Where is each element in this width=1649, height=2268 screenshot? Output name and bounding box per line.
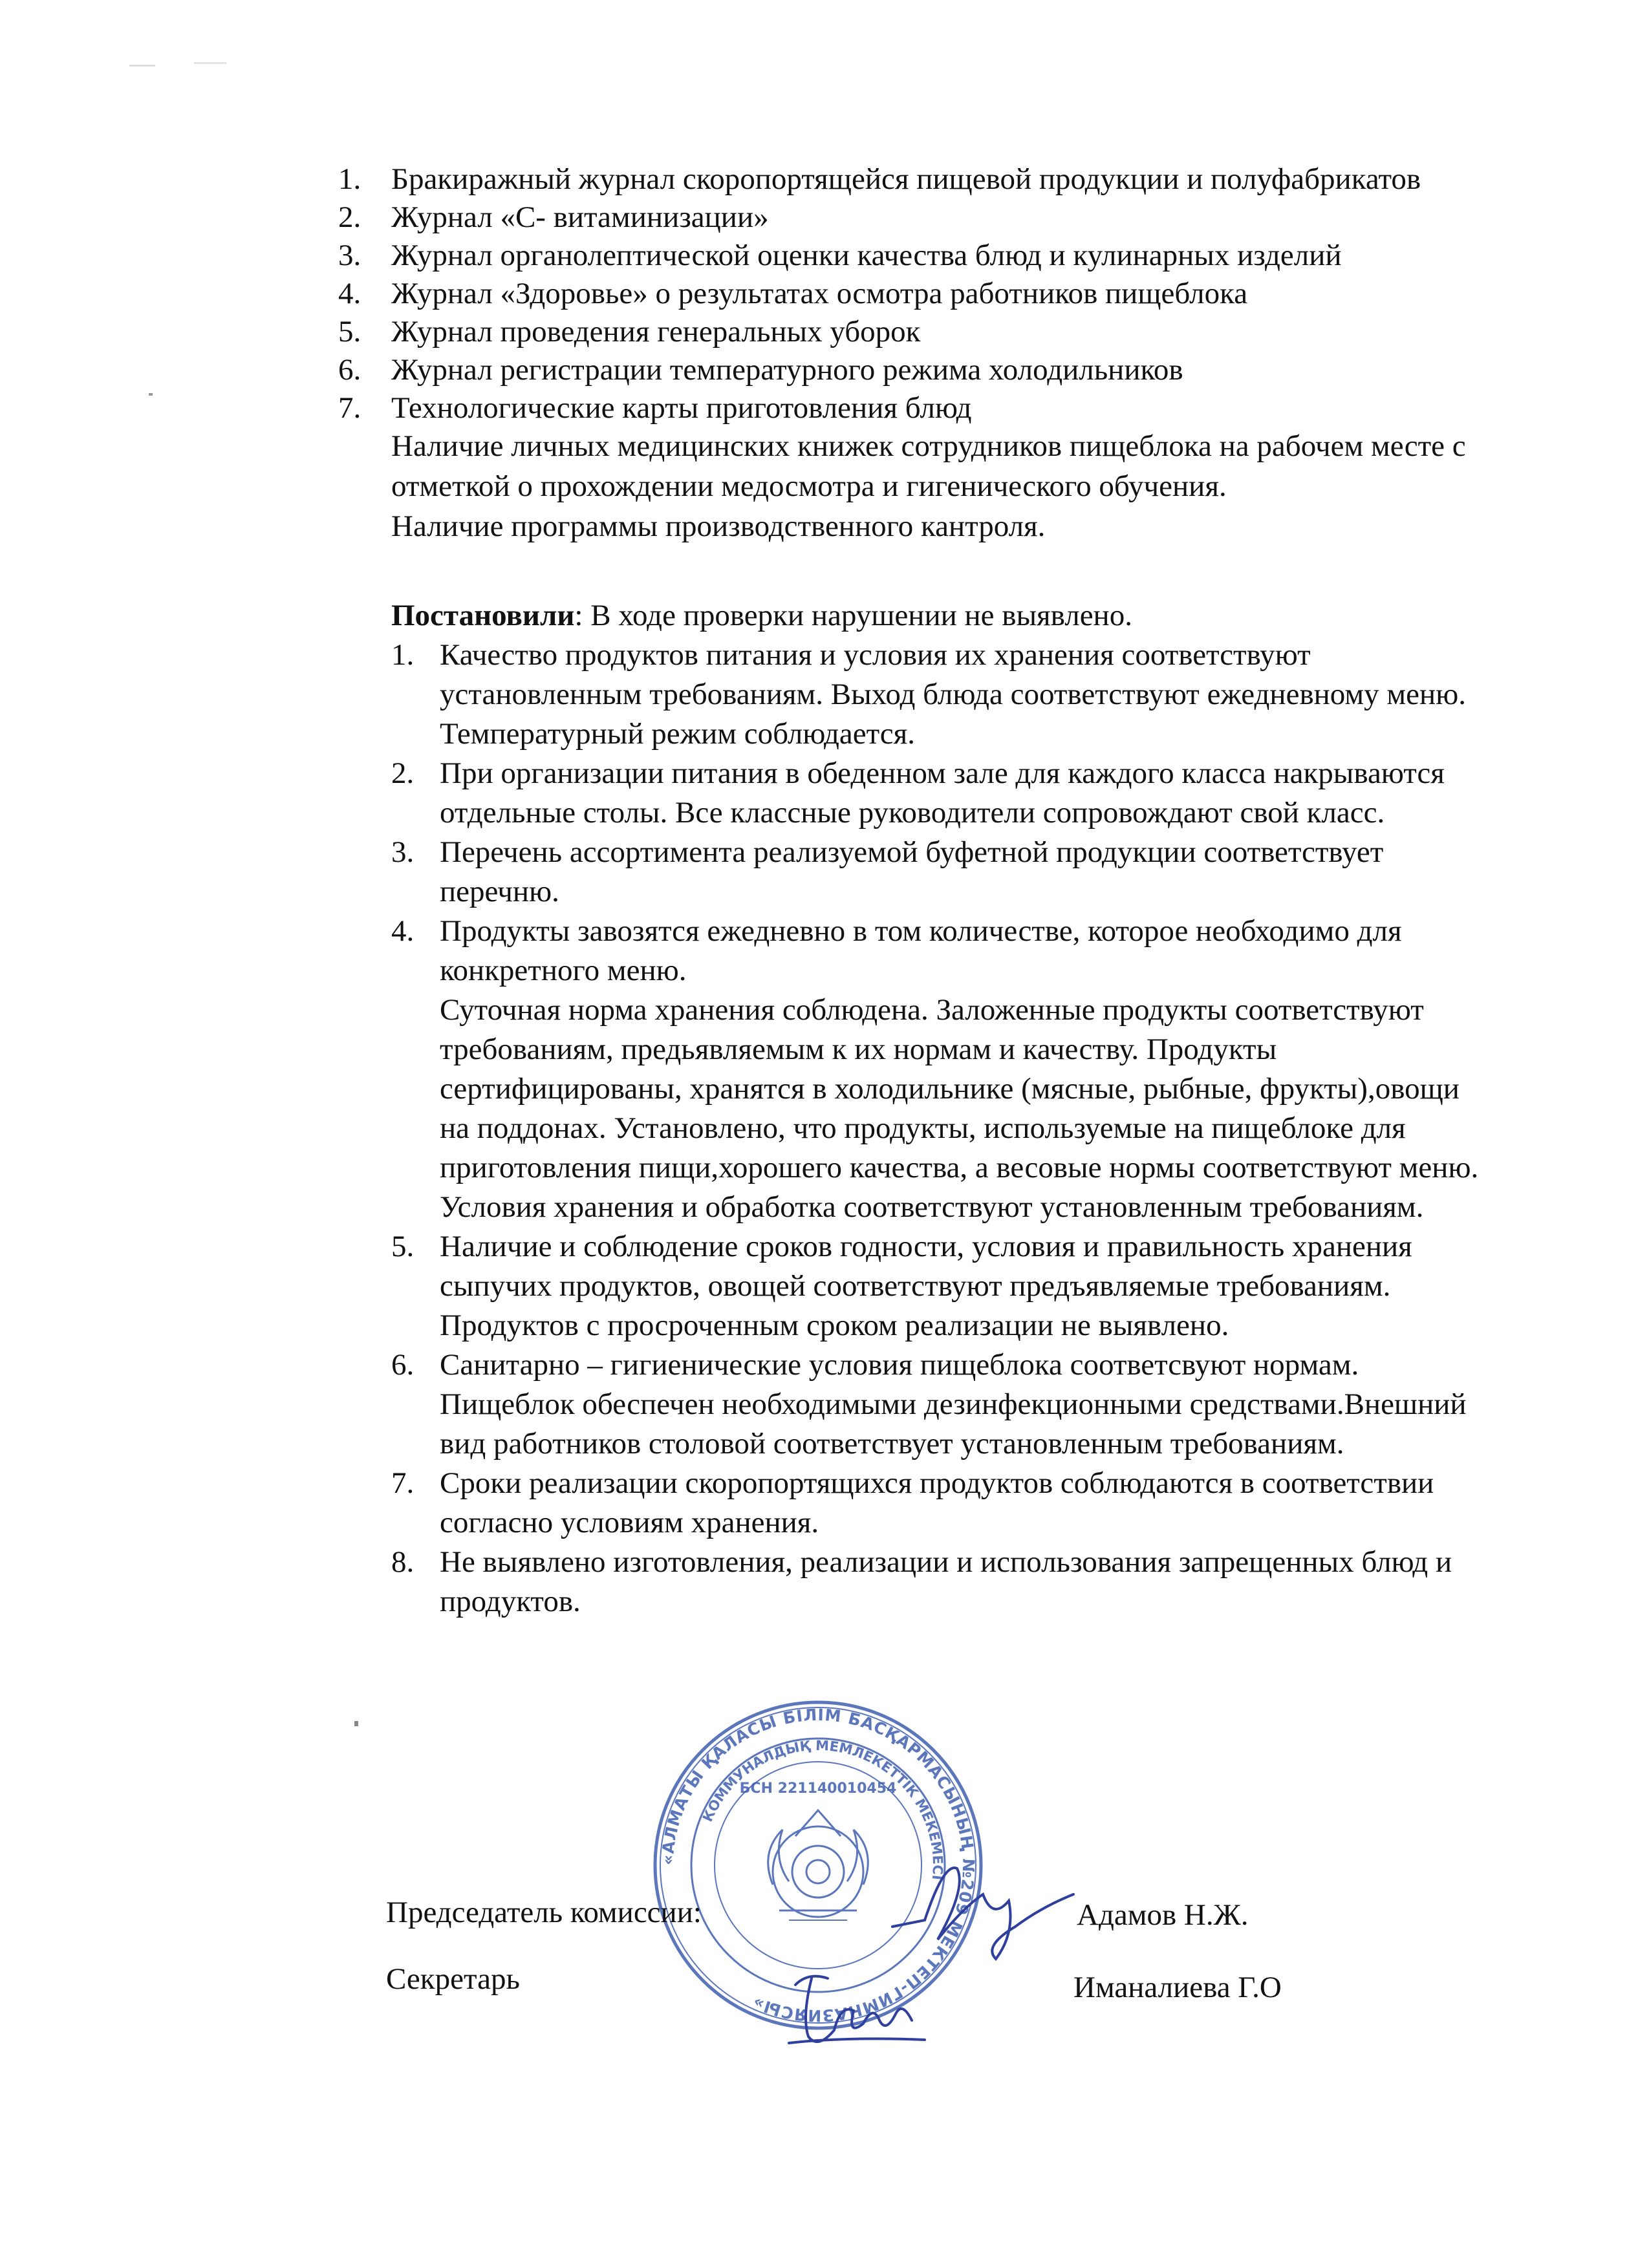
list-item-number: 3. xyxy=(338,239,361,272)
list-item-text: Условия хранения и обработка соответствуют установленным требованиям. xyxy=(440,1190,1424,1224)
scan-mark xyxy=(354,1721,358,1726)
list-item-text: продуктов. xyxy=(440,1585,581,1618)
resolution-label: Постановили xyxy=(391,599,575,632)
list-item-text: перечню. xyxy=(440,875,559,908)
scan-mark xyxy=(129,65,155,67)
list-item-text: установленным требованиям. Выход блюда соответствуют ежедневному меню. xyxy=(440,678,1467,711)
list-item-text: Перечень ассортимента реализуемой буфетной продукции соответствует xyxy=(440,835,1384,869)
list-item-text: отдельные столы. Все классные руководители сопровождают свой класс. xyxy=(440,796,1385,829)
stamp-bin-text: БСН 221140010454 xyxy=(739,1781,897,1797)
list-item-number: 4. xyxy=(391,914,415,948)
list-item-number: 3. xyxy=(391,835,415,869)
list-item-text: Санитарно – гигиенические условия пищеблока соответсвуют нормам. xyxy=(440,1348,1359,1382)
list-item-number: 5. xyxy=(391,1230,415,1263)
list-item-text: Продуктов с просроченным сроком реализации не выявлено. xyxy=(440,1309,1229,1342)
stamp-outer-text: «АЛМАТЫ ҚАЛАСЫ БІЛІМ БАСҚАРМАСЫНЫҢ №209 МЕКТЕП-ГИМНАЗИЯСЫ» xyxy=(658,1705,978,2026)
list-item-text: требованиям, предьявляемым к их нормам и качеству. Продукты xyxy=(440,1032,1277,1066)
list-item-text: приготовления пищи,хорошего качества, а весовые нормы соответствуют меню. xyxy=(440,1151,1479,1184)
chairman-name: Адамов Н.Ж. xyxy=(1077,1898,1249,1932)
list-item-number: 1. xyxy=(391,638,415,672)
list-item-text: Технологические карты приготовления блюд xyxy=(391,391,972,425)
paragraph-line: отметкой о прохождении медосмотра и гигенического обучения. xyxy=(391,469,1227,503)
list-item-text: Журнал «С- витаминизации» xyxy=(391,200,769,234)
resolution-text: : В ходе проверки нарушении не выявлено. xyxy=(574,599,1132,632)
list-item-number: 2. xyxy=(338,200,361,234)
list-item-number: 2. xyxy=(391,756,415,790)
scan-mark xyxy=(194,62,226,64)
list-item-number: 1. xyxy=(338,162,361,196)
chairman-signature xyxy=(886,1849,1080,1965)
list-item-text: Пищеблок обеспечен необходимыми дезинфекционными средствами.Внешний xyxy=(440,1387,1467,1421)
list-item-text: конкретного меню. xyxy=(440,954,687,987)
stamp-inner-text: КОММУНАЛДЫҚ МЕМЛЕКЕТТІК МЕКЕМЕСІ xyxy=(699,1737,946,1881)
list-item-number: 7. xyxy=(391,1466,415,1500)
list-item-text: При организации питания в обеденном зале для каждого класса накрываются xyxy=(440,756,1445,790)
list-item-text: Журнал «Здоровье» о результатах осмотра работников пищеблока xyxy=(391,277,1248,310)
list-item-text: на поддонах. Установлено, что продукты, используемые на пищеблоке для xyxy=(440,1111,1406,1145)
list-item-text: Температурный режим соблюдается. xyxy=(440,717,915,751)
list-item-text: согласно условиям хранения. xyxy=(440,1506,819,1539)
list-item-text: вид работников столовой соответствует установленным требованиям. xyxy=(440,1427,1344,1460)
list-item-text: Бракиражный журнал скоропортящейся пищевой продукции и полуфабрикатов xyxy=(391,162,1421,196)
list-item-text: Журнал органолептической оценки качества блюд и кулинарных изделий xyxy=(391,239,1342,272)
list-item-number: 8. xyxy=(391,1545,415,1579)
list-item-text: Не выявлено изготовления, реализации и использования запрещенных блюд и xyxy=(440,1545,1452,1579)
list-item-text: Суточная норма хранения соблюдена. Заложенные продукты соответствуют xyxy=(440,993,1424,1027)
secretary-name: Иманалиева Г.О xyxy=(1073,1971,1282,2004)
list-item-text: сыпучих продуктов, овощей соответствуют предъявляемые требованиям. xyxy=(440,1269,1391,1303)
list-item-number: 5. xyxy=(338,315,361,348)
list-item-number: 6. xyxy=(338,353,361,387)
list-item-text: сертифицированы, хранятся в холодильнике (мясные, рыбные, фрукты),овощи xyxy=(440,1072,1460,1106)
scan-mark xyxy=(149,393,153,396)
list-item-number: 6. xyxy=(391,1348,415,1382)
list-item-text: Продукты завозятся ежедневно в том количестве, которое необходимо для xyxy=(440,914,1402,948)
list-item-text: Сроки реализации скоропортящихся продуктов соблюдаются в соответствии xyxy=(440,1466,1434,1500)
list-item-number: 7. xyxy=(338,391,361,425)
list-item-text: Журнал регистрации температурного режима холодильников xyxy=(391,353,1183,387)
list-item-number: 4. xyxy=(338,277,361,310)
paragraph-line: Наличие личных медицинских книжек сотрудников пищеблока на рабочем месте с xyxy=(391,429,1466,463)
list-item-text: Наличие и соблюдение сроков годности, условия и правильность хранения xyxy=(440,1230,1412,1263)
list-item-text: Журнал проведения генеральных уборок xyxy=(391,315,921,348)
paragraph-line: Наличие программы производственного кантроля. xyxy=(391,509,1046,543)
secretary-signature xyxy=(782,1959,931,2056)
list-item-text: Качество продуктов питания и условия их хранения соответствуют xyxy=(440,638,1311,672)
chairman-label: Председатель комиссии: xyxy=(386,1896,702,1929)
secretary-label: Секретарь xyxy=(386,1962,520,1996)
